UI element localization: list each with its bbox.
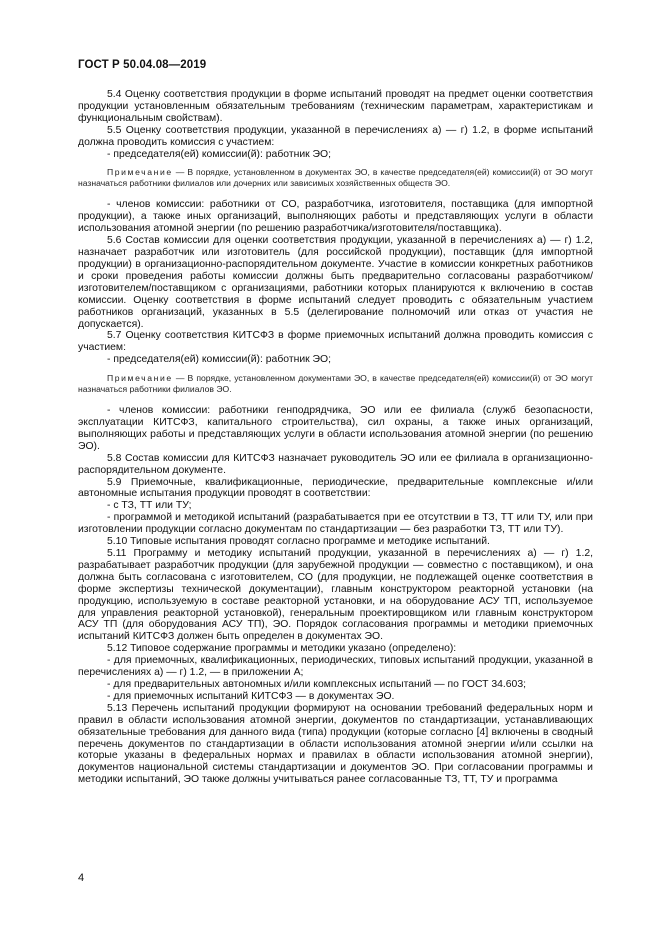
note [78,167,593,189]
note-label: Примечание [107,167,173,178]
paragraph: - для предварительных автономных и/или комплексных испытаний — по ГОСТ 34.603; [107,678,527,690]
paragraph: 5.9 Приемочные, квалификационные, периодические, предварительные комплексные и/или автономные испытания продукции проводят в соответствии: [78,476,593,500]
paragraph: 5.5 Оценку соответствия продукции, указанной в перечислениях а) — г) 1.2, в форме испытаний должна проводить комиссия с участием: [78,124,593,148]
paragraph: 5.11 Программу и методику испытаний продукции, указанной в перечислениях а) — г) 1.2, разрабатывает разработчик продукции (для зарубежной продукции — совместно с поставщиком), и она должна быть согласована с изготовителем, СО (для продукции, не подлежащей оценке соответствия в форме экспертизы технической документации), главным конструктором реакторной установки (на продукцию, используемую в составе реакторной установки, и на оборудование АСУ ТП, используемое для управления реакторной установкой), генеральным проектировщиком или главным конструктором АСУ ТП (для оборудования АСУ ТП), ЭО. Порядок согласования программы и методики приемочных испытаний КИТСФЗ должен быть определен в документах ЭО. [78,548,593,643]
document-body [78,89,593,786]
paragraph: 5.10 Типовые испытания проводят согласно программе и методике испытаний. [107,536,490,548]
paragraph: - председателя(ей) комиссии(й): работник ЭО; [107,148,331,160]
paragraph: 5.12 Типовое содержание программы и методики указано (определено): [107,643,457,655]
paragraph: - членов комиссии: работники от СО, разработчика, изготовителя, поставщика (для импортной продукции), а также иных организаций, выполняющих работы и представляющих услуги в области использования атомной энергии (по решению разработчика/изготовителя/поставщика). [78,199,593,235]
paragraph: - программой и методикой испытаний (разрабатывается при ее отсутствии в ТЗ, ТТ или ТУ, или при изготовлении продукции согласно документам по стандартизации — без разработки ТЗ, ТТ или ТУ). [78,512,593,536]
paragraph: - для приемочных, квалификационных, периодических, типовых испытаний продукции, указанной в перечислениях а) — г) 1.2, — в приложении А; [78,655,593,679]
paragraph: 5.8 Состав комиссии для КИТСФЗ назначает руководитель ЭО или ее филиала в организационно-распорядительном документе. [78,452,593,476]
paragraph: - председателя(ей) комиссии(й): работник ЭО; [107,354,331,366]
note [78,373,593,395]
paragraph: 5.4 Оценку соответствия продукции в форме испытаний проводят на предмет оценки соответствия продукции установленным обязательным требованиям (техническим параметрам, характеристикам и функциональным свойствам). [78,89,593,124]
paragraph: 5.6 Состав комиссии для оценки соответствия продукции, указанной в перечислениях а) — г) 1.2, назначает разработчик или изготовитель (для российской продукции), поставщик (для импортной продукции) в организационно-распорядительном документе. Участие в комиссии конкретных работников и сроки проведения работы комиссии должны быть предварительно согласованы разработчиком/изготовителем/поставщиком с организациями, работники которых планируются к включению в состав комиссии. Оценку соответствия в форме испытаний следует проводить с обязательным участием работников организаций, указанных в 5.5 (делегирование полномочий или отказ от участия не допускается). [78,235,593,330]
document-header: ГОСТ Р 50.04.08—2019 [78,59,207,71]
paragraph: - с ТЗ, ТТ или ТУ; [107,500,192,512]
paragraph: - членов комиссии: работники генподрядчика, ЭО или ее филиала (служб безопасности, эксплуатации КИТСФЗ, капитального строительства), сил охраны, а также иных организаций, выполняющих работы и представляющих услуги в области использования атомной энергии (по решению ЭО). [78,405,593,452]
paragraph: - для приемочных испытаний КИТСФЗ — в документах ЭО. [107,690,395,702]
page-number: 4 [78,872,85,884]
paragraph: 5.7 Оценку соответствия КИТСФЗ в форме приемочных испытаний должна проводить комиссия с участием: [78,330,593,354]
note-text: — В порядке, установленном документами ЭО, в качестве председателя(ей) комиссии(й) от ЭО могут назначаться работники филиалов ЭО. [78,373,593,395]
paragraph: 5.13 Перечень испытаний продукции формируют на основании требований федеральных норм и правил в области использования атомной энергии, документов по стандартизации, устанавливающих обязательные требования для данного вида (типа) продукции (которые согласно [4] включены в сводный перечень документов по стандартизации в области использования атомной энергии и/или ссылки на которые указаны в федеральных нормах и правилах в области использования атомной энергии), документов национальной системы стандартизации и документов ЭО. При согласовании программы и методики испытаний, ЭО также должны учитываться ранее согласованные ТЗ, ТТ, ТУ и программа [78,702,593,786]
note-label: Примечание [107,373,173,384]
note-text: — В порядке, установленном в документах ЭО, в качестве председателя(ей) комиссии(й) от ЭО могут назначаться работники филиалов или дочерних или зависимых хозяйственных обществ ЭО. [78,167,593,189]
